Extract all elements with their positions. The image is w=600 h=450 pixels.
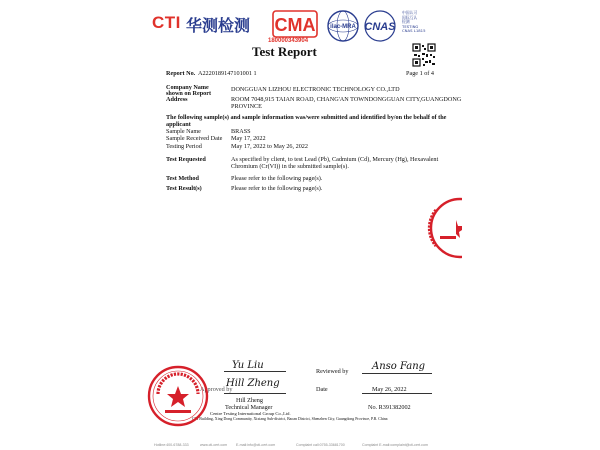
cnas-accreditation-text: 中国认可 国际互认 检测 TESTING CNAS L1815 [402, 10, 426, 34]
ilac-mra-text: ilac-MRA [330, 24, 356, 30]
cma-logo-icon [272, 10, 318, 38]
reviewer-signature: Anso Fang [372, 361, 426, 372]
manager-title: Technical Manager [225, 404, 273, 411]
test-requested-line-2: Chromium (Cr(VI)) in the submitted sample(s). [231, 163, 349, 170]
approver-signature: Yu Liu [232, 360, 264, 371]
cti-chinese-name: 华测检测 [186, 16, 251, 35]
cma-logo-text: CMA [274, 15, 316, 35]
cnas-logo-text: CNAS [364, 21, 396, 33]
footer-hotline: Hotline:400-6788-333 [154, 443, 189, 447]
test-requested-label: Test Requested [166, 156, 206, 163]
approved-by-label: Approved by [200, 386, 233, 393]
cma-number: 180000343904 [268, 38, 309, 44]
received-date-value: May 17, 2022 [231, 135, 266, 142]
address-line-1: ROOM 7048,915 TAIAN ROAD, CHANG'AN TOWNDONGGUAN CITY,GUANGDONG [231, 96, 462, 103]
report-no-bottom: No. R391382002 [368, 404, 411, 411]
footer-complaint-email: Complaint E-mail:complaint@cti-cert.com [362, 443, 428, 447]
company-seal-icon [146, 364, 210, 428]
company-address-line: CTI Building, Xing Dong Community, Xixiang Sub-district, Baoan District, Shenzhen City, Guangdong Province, P.R. China [192, 417, 388, 421]
date-value: May 26, 2022 [372, 386, 407, 393]
edge-seal-icon [426, 196, 462, 260]
test-method-label: Test Method [166, 175, 199, 182]
page-info: Page 1 of 4 [406, 70, 435, 77]
manager-signature-line [224, 393, 286, 394]
qr-code-icon [412, 43, 436, 67]
testing-period-label: Testing Period [166, 143, 202, 150]
sample-name-value: BRASS [231, 128, 251, 135]
company-line: Centre Testing International Group Co.,Ltd. [210, 411, 291, 416]
test-requested-line-1: As specified by client, to test Lead (Pb), Cadmium (Cd), Mercury (Hg), Hexavalent [231, 156, 439, 163]
sample-info-header: The following sample(s) and sample information was/were submitted and identified by/on the behalf of the [166, 114, 447, 121]
footer-website: www.cti-cert.com [200, 443, 228, 447]
ilac-mra-logo-icon [326, 9, 360, 43]
address-label: Address [166, 96, 188, 103]
received-date-label: Sample Received Date [166, 135, 223, 142]
approver-signature-line [224, 371, 286, 372]
sample-name-label: Sample Name [166, 128, 201, 135]
report-no-label: Report No. [166, 70, 196, 77]
test-method-value: Please refer to the following page(s). [231, 175, 323, 182]
sample-info-header-2: applicant [166, 121, 191, 128]
cnas-logo-icon [362, 9, 398, 43]
date-line [362, 393, 432, 394]
test-results-label: Test Result(s) [166, 185, 202, 192]
footer-email: E-mail:info@cti-cert.com [236, 443, 276, 447]
testing-period-value: May 17, 2022 to May 26, 2022 [231, 143, 308, 150]
address-line-2: PROVINCE [231, 103, 262, 110]
company-name: DONGGUAN LIZHOU ELECTRONIC TECHNOLOGY CO.,LTD [231, 86, 400, 93]
reviewer-signature-line [362, 373, 432, 374]
cti-logo: CTI [152, 13, 181, 32]
test-results-value: Please refer to the following page(s). [231, 185, 323, 192]
report-title: Test Report [252, 44, 317, 59]
report-no-value: A2220189147101001 1 [198, 70, 257, 77]
footer-complaint-call: Complaint call:0755-33681700 [296, 443, 345, 447]
manager-name: Hill Zheng [236, 397, 263, 404]
manager-signature: Hill Zheng [226, 378, 280, 389]
company-label: Company Name [166, 84, 209, 91]
reviewed-by-label: Reviewed by [316, 368, 349, 375]
date-label: Date [316, 386, 328, 393]
company-label-2: shown on Report [166, 90, 212, 97]
